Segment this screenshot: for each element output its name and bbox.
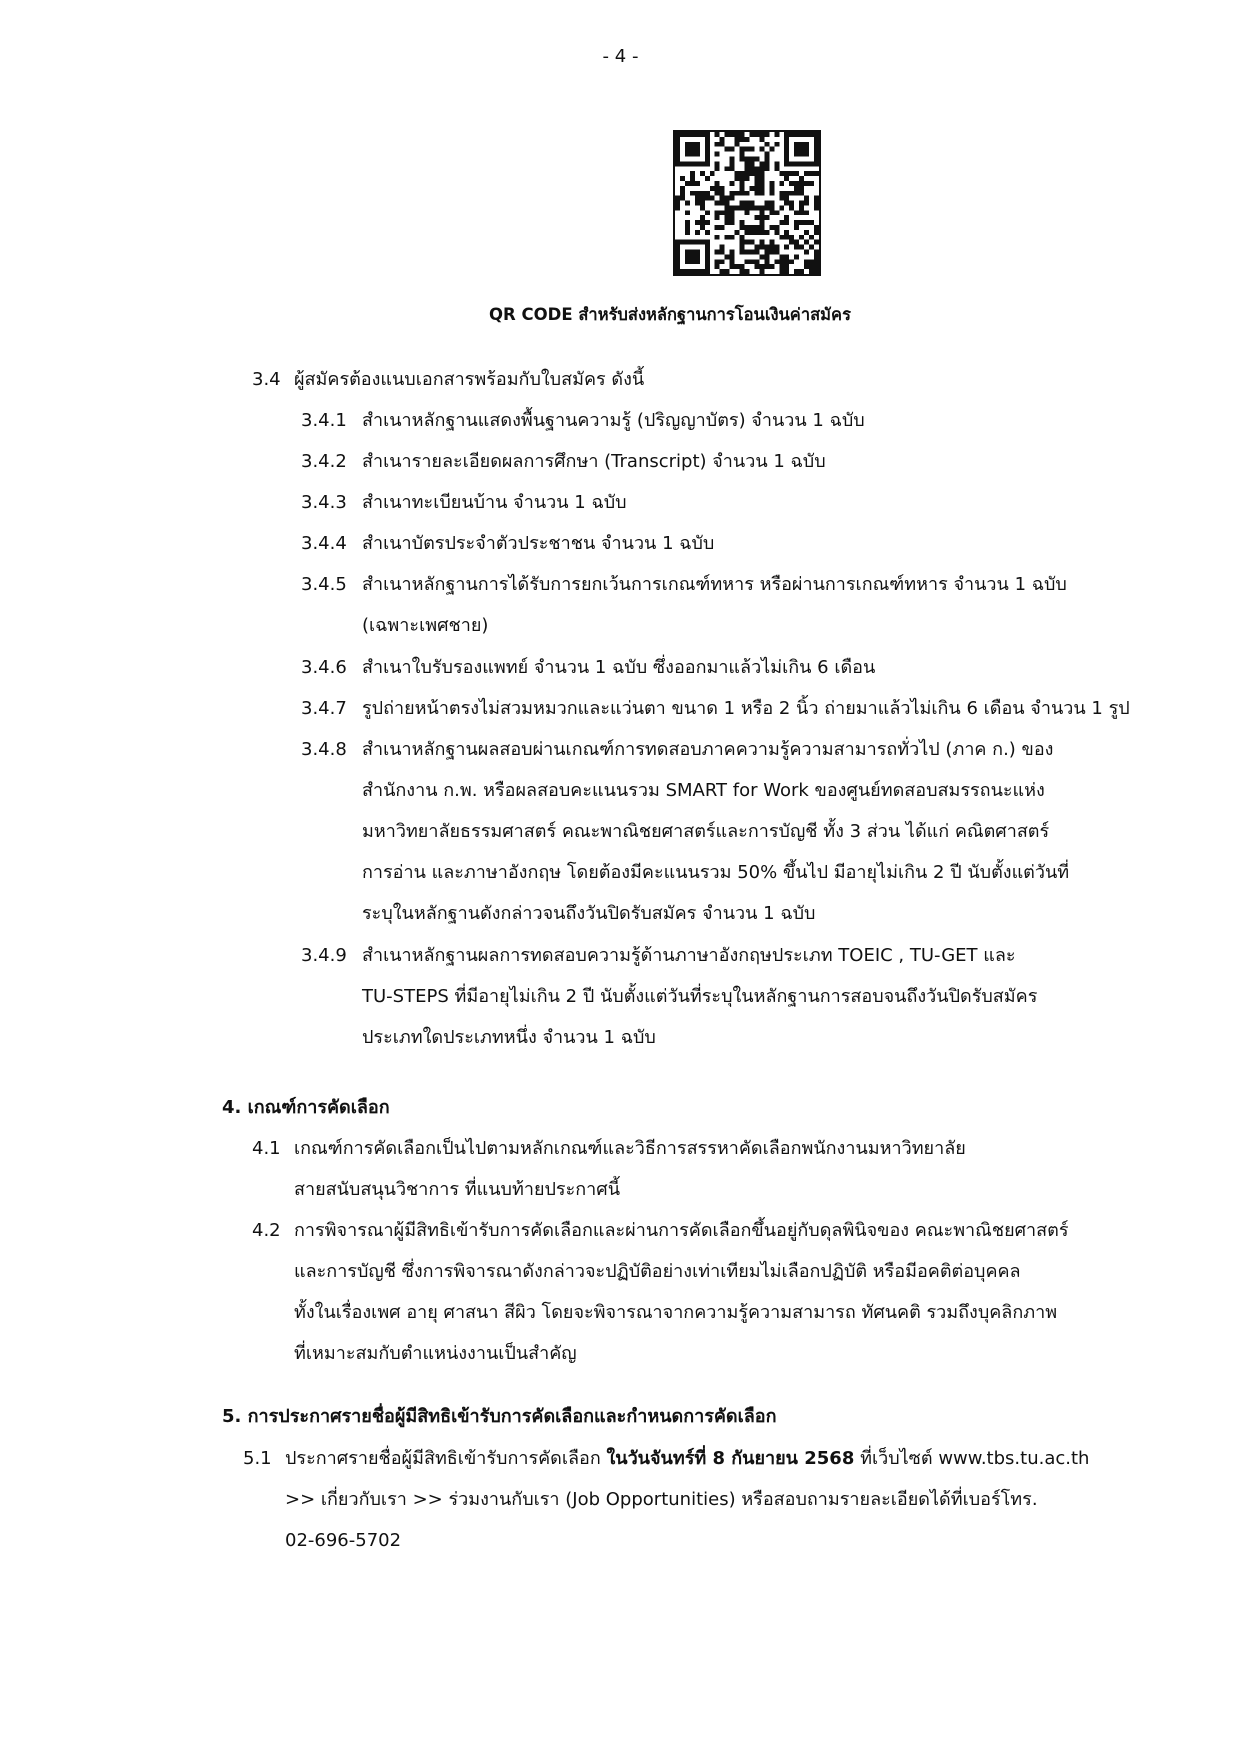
item-4-2-text-4: ที่เหมาะสมกับตำแหน่งงานเป็นสำคัญ — [294, 1343, 577, 1364]
item-4-2-text-3: ทั้งในเรื่องเพศ อายุ ศาสนา สีผิว โดยจะพิจารณาจากความรู้ความสามารถ ทัศนคติ รวมถึงบุคลิกภาพ — [294, 1302, 1058, 1323]
item-5-1-text-1 — [285, 1447, 1089, 1471]
item-3-4-8-text-4: การอ่าน และภาษาอังกฤษ โดยต้องมีคะแนนรวม 50% ขึ้นไป มีอายุไม่เกิน 2 ปี นับตั้งแต่วันที่ — [362, 862, 1070, 883]
section-5-heading: 5. การประกาศรายชื่อผู้มีสิทธิเข้ารับการคัดเลือกและกำหนดการคัดเลือก — [222, 1406, 777, 1427]
item-3-4-6-text: สำเนาใบรับรองแพทย์ จำนวน 1 ฉบับ ซึ่งออกมาแล้วไม่เกิน 6 เดือน — [362, 657, 876, 678]
item-3-4-1-number: 3.4.1 — [301, 410, 347, 431]
item-3-4-5-text-cont: (เฉพาะเพศชาย) — [362, 615, 489, 636]
item-5-1-phone: 02-696-5702 — [285, 1530, 402, 1551]
section-4-heading: 4. เกณฑ์การคัดเลือก — [222, 1097, 390, 1118]
item-3-4-6-number: 3.4.6 — [301, 657, 347, 678]
item-3-4-3-text: สำเนาทะเบียนบ้าน จำนวน 1 ฉบับ — [362, 492, 627, 513]
item-3-4-8-number: 3.4.8 — [301, 739, 347, 760]
item-4-1-number: 4.1 — [252, 1138, 281, 1159]
item-3-4-4-number: 3.4.4 — [301, 533, 347, 554]
item-3-4-9-number: 3.4.9 — [301, 945, 347, 966]
item-5-1-text-2: >> เกี่ยวกับเรา >> ร่วมงานกับเรา (Job Opportunities) หรือสอบถามรายละเอียดได้ที่เบอร์โทร. — [285, 1489, 1038, 1510]
item-5-1-number: 5.1 — [243, 1448, 272, 1469]
qr-caption: QR CODE สำหรับส่งหลักฐานการโอนเงินค่าสมัคร — [489, 305, 851, 324]
item-4-2-number: 4.2 — [252, 1220, 281, 1241]
item-3-4-5-text: สำเนาหลักฐานการได้รับการยกเว้นการเกณฑ์ทหาร หรือผ่านการเกณฑ์ทหาร จำนวน 1 ฉบับ — [362, 574, 1067, 595]
item-3-4-8-text-1: สำเนาหลักฐานผลสอบผ่านเกณฑ์การทดสอบภาคความรู้ความสามารถทั่วไป (ภาค ก.) ของ — [362, 739, 1054, 760]
item-4-1-text-2: สายสนับสนุนวิชาการ ที่แนบท้ายประกาศนี้ — [294, 1179, 620, 1200]
page-number: - 4 - — [602, 46, 639, 67]
item-3-4-7-text: รูปถ่ายหน้าตรงไม่สวมหมวกและแว่นตา ขนาด 1 หรือ 2 นิ้ว ถ่ายมาแล้วไม่เกิน 6 เดือน จำนวน 1 รูป — [362, 698, 1130, 719]
qr-code — [673, 130, 821, 276]
item-3-4-2-text: สำเนารายละเอียดผลการศึกษา (Transcript) จำนวน 1 ฉบับ — [362, 451, 826, 472]
section-3-4-number: 3.4 — [252, 369, 281, 390]
item-3-4-1-text: สำเนาหลักฐานแสดงพื้นฐานความรู้ (ปริญญาบัตร) จำนวน 1 ฉบับ — [362, 410, 865, 431]
item-3-4-4-text: สำเนาบัตรประจำตัวประชาชน จำนวน 1 ฉบับ — [362, 533, 715, 554]
qr-code-image — [675, 132, 819, 274]
item-4-2-text-2: และการบัญชี ซึ่งการพิจารณาดังกล่าวจะปฏิบัติอย่างเท่าเทียมไม่เลือกปฏิบัติ หรือมีอคติต่อบุคคล — [294, 1261, 1021, 1282]
item-3-4-3-number: 3.4.3 — [301, 492, 347, 513]
item-4-2-text-1: การพิจารณาผู้มีสิทธิเข้ารับการคัดเลือกและผ่านการคัดเลือกขึ้นอยู่กับดุลพินิจของ คณะพาณิชยศาสตร์ — [294, 1220, 1069, 1241]
item-3-4-9-text-1: สำเนาหลักฐานผลการทดสอบความรู้ด้านภาษาอังกฤษประเภท TOEIC , TU-GET และ — [362, 945, 1016, 966]
item-5-1-text-post: ที่เว็บไซต์ www.tbs.tu.ac.th — [854, 1448, 1090, 1469]
item-3-4-8-text-2: สำนักงาน ก.พ. หรือผลสอบคะแนนรวม SMART for Work ของศูนย์ทดสอบสมรรถนะแห่ง — [362, 780, 1045, 801]
item-5-1-text-pre: ประกาศรายชื่อผู้มีสิทธิเข้ารับการคัดเลือก — [285, 1448, 607, 1469]
item-3-4-9-text-3: ประเภทใดประเภทหนึ่ง จำนวน 1 ฉบับ — [362, 1027, 656, 1048]
item-3-4-8-text-3: มหาวิทยาลัยธรรมศาสตร์ คณะพาณิชยศาสตร์และการบัญชี ทั้ง 3 ส่วน ได้แก่ คณิตศาสตร์ — [362, 821, 1050, 842]
item-4-1-text-1: เกณฑ์การคัดเลือกเป็นไปตามหลักเกณฑ์และวิธีการสรรหาคัดเลือกพนักงานมหาวิทยาลัย — [294, 1138, 966, 1159]
item-3-4-5-number: 3.4.5 — [301, 574, 347, 595]
item-3-4-2-number: 3.4.2 — [301, 451, 347, 472]
section-3-4-title: ผู้สมัครต้องแนบเอกสารพร้อมกับใบสมัคร ดังนี้ — [294, 369, 645, 390]
item-3-4-8-text-5: ระบุในหลักฐานดังกล่าวจนถึงวันปิดรับสมัคร จำนวน 1 ฉบับ — [362, 903, 816, 924]
item-3-4-9-text-2: TU-STEPS ที่มีอายุไม่เกิน 2 ปี นับตั้งแต่วันที่ระบุในหลักฐานการสอบจนถึงวันปิดรับสมัคร — [362, 986, 1038, 1007]
item-5-1-date: ในวันจันทร์ที่ 8 กันยายน 2568 — [606, 1448, 855, 1469]
item-3-4-7-number: 3.4.7 — [301, 698, 347, 719]
